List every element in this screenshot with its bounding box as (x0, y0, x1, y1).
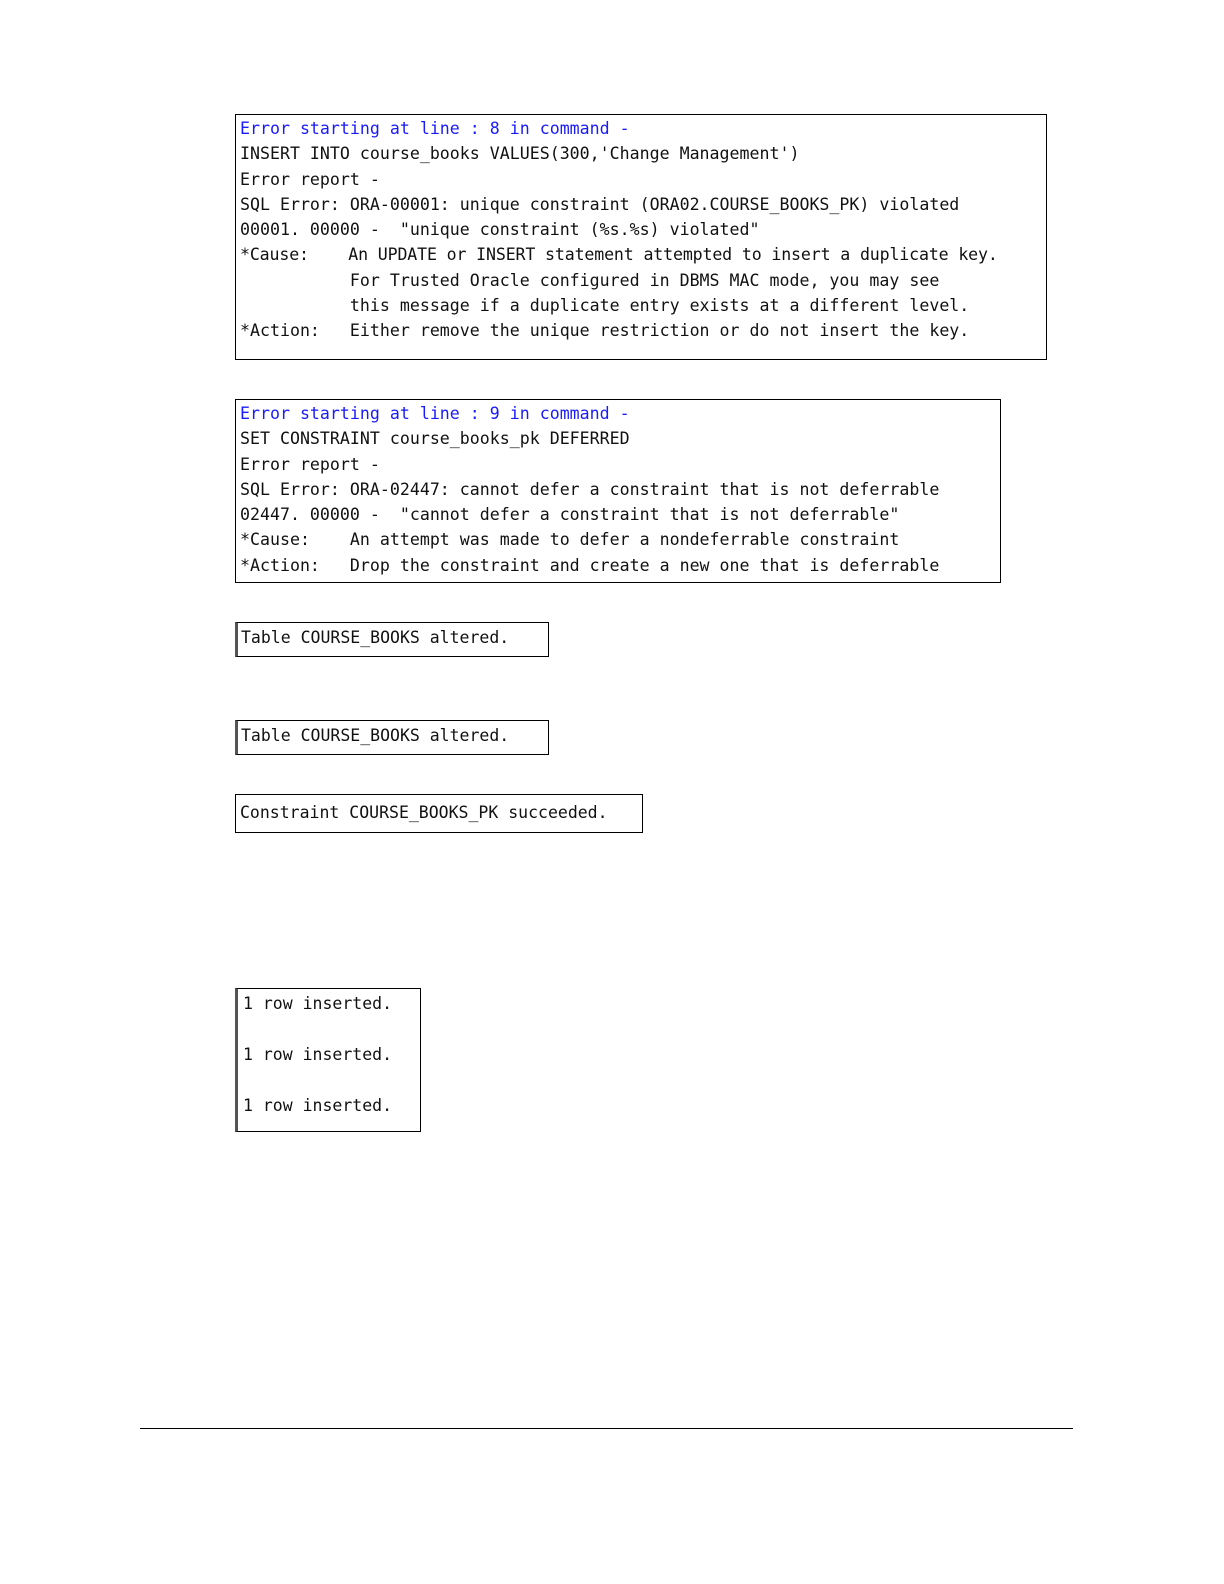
error-header: Error starting at line : 8 in command - (240, 119, 630, 138)
output-line: SQL Error: ORA-00001: unique constraint (ORA02.COURSE_BOOKS_PK) violated (240, 194, 960, 214)
output-line: SET CONSTRAINT course_books_pk DEFERRED (240, 429, 630, 449)
constraint-succeeded-output (235, 794, 643, 833)
output-line: SQL Error: ORA-02447: cannot defer a constraint that is not deferrable (240, 479, 940, 499)
output-line: *Cause: An UPDATE or INSERT statement attempted to insert a duplicate key. (240, 245, 998, 265)
output-line: this message if a duplicate entry exists at a different level. (240, 296, 970, 316)
output-line: For Trusted Oracle configured in DBMS MAC mode, you may see (240, 270, 940, 290)
output-line: Table COURSE_BOOKS altered. (241, 726, 510, 745)
output-line: Error report - (240, 169, 380, 189)
output-line: Constraint COURSE_BOOKS_PK succeeded. (240, 803, 608, 822)
table-altered-output (235, 622, 549, 657)
output-line: 1 row inserted. (243, 994, 393, 1013)
output-line: 1 row inserted. (243, 1045, 393, 1064)
output-line: INSERT INTO course_books VALUES(300,'Change Management') (240, 144, 800, 164)
output-line: 00001. 00000 - "unique constraint (%s.%s) violated" (240, 220, 760, 240)
output-line: Table COURSE_BOOKS altered. (241, 628, 510, 647)
output-line: 1 row inserted. (243, 1096, 393, 1115)
rows-inserted-output (235, 988, 421, 1132)
footer-divider (140, 1428, 1073, 1429)
output-line: 02447. 00000 - "cannot defer a constraint that is not deferrable" (240, 505, 900, 525)
output-line: *Action: Drop the constraint and create a new one that is deferrable (240, 555, 940, 575)
error-header: Error starting at line : 9 in command - (240, 404, 630, 423)
output-line: *Action: Either remove the unique restriction or do not insert the key. (240, 321, 970, 341)
output-line: Error report - (240, 454, 380, 474)
error-output-ora-02447 (235, 399, 1001, 583)
table-altered-output (235, 720, 549, 755)
error-output-ora-00001 (235, 114, 1047, 360)
output-line: *Cause: An attempt was made to defer a nondeferrable constraint (240, 530, 900, 550)
